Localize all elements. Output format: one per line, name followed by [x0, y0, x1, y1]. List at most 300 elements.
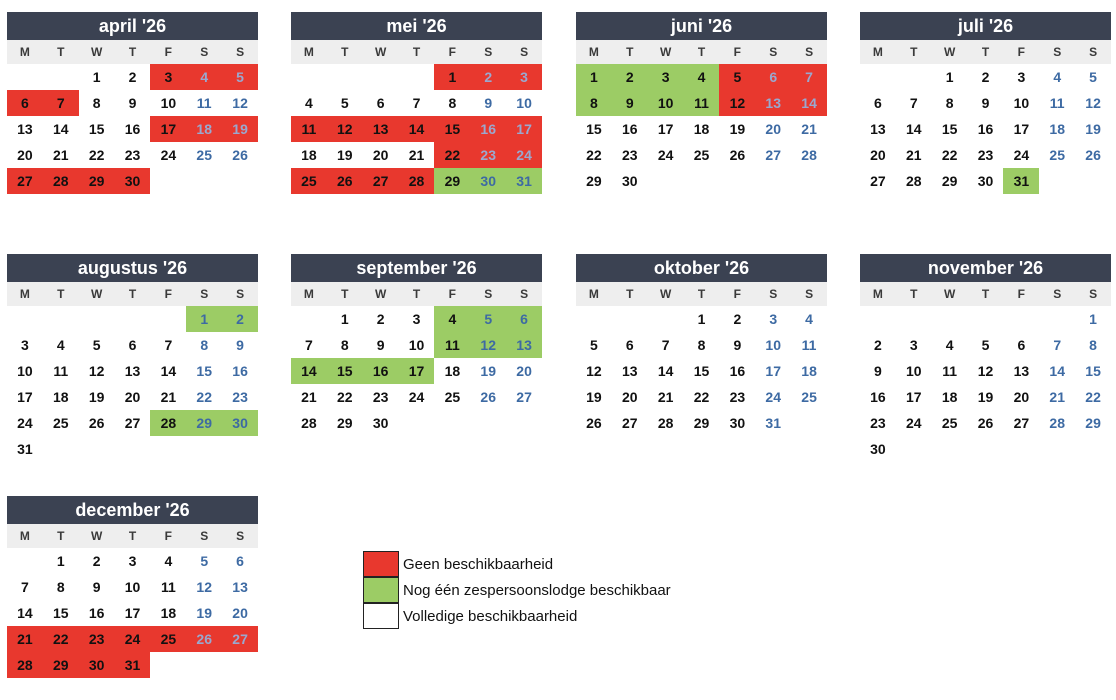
- month-calendar: [576, 12, 827, 194]
- day-cell-available: 14: [905, 121, 922, 137]
- day-cell-available: 9: [128, 95, 137, 111]
- day-cell-available: 20: [17, 147, 33, 163]
- day-cell-partial: 31: [1003, 168, 1039, 194]
- day-cell-available: 22: [1085, 389, 1101, 405]
- day-cell-available: 15: [52, 605, 69, 621]
- day-cell-available: 11: [801, 337, 817, 353]
- weekday-header: [291, 40, 542, 64]
- weekday-label: T: [128, 529, 137, 543]
- month-calendar: [291, 254, 542, 436]
- day-cell-available: 29: [693, 415, 710, 431]
- day-cell-partial: 8: [576, 90, 612, 116]
- empty-cell: [363, 64, 399, 90]
- weekday-label: T: [128, 287, 137, 301]
- day-cell-available: 7: [661, 337, 670, 353]
- day-cell-available: 4: [1053, 69, 1062, 85]
- day-cell-unavailable: 24: [115, 626, 151, 652]
- day-cell-available: 9: [981, 95, 990, 111]
- empty-cell: [7, 548, 43, 574]
- weekday-label: W: [943, 287, 956, 301]
- day-cell-available: 19: [480, 363, 496, 379]
- day-cell-available: 30: [621, 173, 638, 189]
- day-cell-unavailable: 25: [150, 626, 186, 652]
- day-cell-available: 23: [232, 389, 248, 405]
- day-cell-unavailable: 28: [7, 652, 43, 678]
- day-cell-unavailable: 25: [291, 168, 327, 194]
- day-cell-available: 26: [480, 389, 496, 405]
- day-cell-unavailable: 3: [150, 64, 186, 90]
- day-cell-available: 22: [693, 389, 710, 405]
- day-cell-partial: 31: [506, 168, 542, 194]
- legend-swatch-white: [363, 603, 399, 629]
- day-cell-available: 18: [1049, 121, 1065, 137]
- day-cell-available: 20: [372, 147, 389, 163]
- empty-cell: [860, 306, 896, 332]
- day-cell-unavailable: 21: [7, 626, 43, 652]
- day-cell-available: 19: [88, 389, 105, 405]
- weekday-label: F: [733, 45, 742, 59]
- day-cell-unavailable: 4: [186, 64, 222, 90]
- day-cell-available: 5: [590, 337, 598, 353]
- empty-cell: [1039, 306, 1075, 332]
- day-cell-available: 18: [301, 147, 317, 163]
- day-cell-available: 12: [232, 95, 248, 111]
- weekday-label: W: [659, 287, 672, 301]
- weekday-header: [576, 282, 827, 306]
- day-cell-available: 25: [196, 147, 212, 163]
- day-cell-available: 20: [765, 121, 781, 137]
- day-grid: [7, 548, 258, 678]
- day-cell-available: 28: [1049, 415, 1065, 431]
- day-cell-available: 24: [905, 415, 922, 431]
- day-cell-available: 30: [372, 415, 389, 431]
- day-cell-available: 27: [516, 389, 532, 405]
- day-cell-available: 9: [484, 95, 493, 111]
- day-cell-available: 20: [516, 363, 532, 379]
- weekday-header: [7, 282, 258, 306]
- day-cell-available: 14: [160, 363, 177, 379]
- day-cell-available: 2: [981, 69, 990, 85]
- empty-cell: [115, 306, 151, 332]
- day-cell-available: 4: [305, 95, 313, 111]
- day-cell-available: 13: [870, 121, 886, 137]
- day-cell-available: 18: [693, 121, 710, 137]
- month-calendar: [860, 12, 1111, 194]
- day-cell-available: 21: [657, 389, 674, 405]
- day-cell-available: 7: [305, 337, 313, 353]
- month-title: april '26: [7, 12, 258, 40]
- day-cell-unavailable: 29: [43, 652, 79, 678]
- day-cell-available: 22: [586, 147, 602, 163]
- day-cell-unavailable: 7: [791, 64, 827, 90]
- day-cell-available: 27: [1013, 415, 1030, 431]
- day-cell-partial: 14: [291, 358, 327, 384]
- day-cell-available: 28: [801, 147, 817, 163]
- day-cell-available: 10: [17, 363, 33, 379]
- day-cell-available: 7: [1053, 337, 1062, 353]
- month-title: december '26: [7, 496, 258, 524]
- day-cell-available: 4: [164, 553, 173, 569]
- day-cell-available: 4: [945, 337, 954, 353]
- weekday-label: M: [303, 287, 314, 301]
- day-cell-partial: 13: [506, 332, 542, 358]
- day-cell-available: 1: [340, 311, 349, 327]
- weekday-header: [291, 282, 542, 306]
- day-cell-available: 20: [621, 389, 638, 405]
- weekday-label: T: [697, 287, 706, 301]
- day-cell-available: 25: [801, 389, 817, 405]
- day-cell-unavailable: 27: [7, 168, 43, 194]
- weekday-label: F: [1017, 287, 1026, 301]
- day-cell-available: 7: [909, 95, 918, 111]
- day-cell-available: 6: [625, 337, 634, 353]
- weekday-label: S: [236, 287, 245, 301]
- month-title: augustus '26: [7, 254, 258, 282]
- weekday-label: F: [448, 45, 457, 59]
- day-cell-unavailable: 27: [363, 168, 399, 194]
- weekday-label: W: [90, 529, 103, 543]
- day-cell-partial: 9: [612, 90, 648, 116]
- day-cell-available: 18: [444, 363, 461, 379]
- month-title: november '26: [860, 254, 1111, 282]
- day-cell-available: 13: [124, 363, 141, 379]
- day-cell-partial: 28: [150, 410, 186, 436]
- day-cell-available: 22: [88, 147, 105, 163]
- day-cell-unavailable: 22: [43, 626, 79, 652]
- weekday-label: S: [200, 529, 209, 543]
- day-cell-available: 11: [942, 363, 958, 379]
- day-cell-available: 16: [977, 121, 994, 137]
- day-cell-available: 11: [160, 579, 176, 595]
- day-cell-partial: 11: [684, 90, 720, 116]
- day-cell-unavailable: 6: [7, 90, 43, 116]
- day-cell-available: 11: [196, 95, 212, 111]
- day-cell-available: 10: [765, 337, 781, 353]
- day-cell-available: 31: [765, 415, 781, 431]
- weekday-label: F: [448, 287, 457, 301]
- day-cell-available: 27: [765, 147, 781, 163]
- day-cell-available: 29: [941, 173, 958, 189]
- empty-cell: [43, 306, 79, 332]
- day-grid: [576, 306, 827, 436]
- day-grid: [291, 64, 542, 194]
- weekday-label: S: [200, 287, 209, 301]
- day-cell-available: 26: [586, 415, 602, 431]
- day-cell-available: 25: [52, 415, 69, 431]
- day-cell-available: 1: [56, 553, 65, 569]
- day-cell-available: 8: [1089, 337, 1097, 353]
- day-cell-available: 31: [17, 441, 33, 457]
- day-cell-unavailable: 28: [43, 168, 79, 194]
- day-cell-available: 24: [765, 389, 781, 405]
- empty-cell: [7, 64, 43, 90]
- day-cell-available: 1: [92, 69, 101, 85]
- day-cell-available: 23: [729, 389, 746, 405]
- day-cell-available: 18: [801, 363, 817, 379]
- day-cell-available: 30: [870, 441, 886, 457]
- legend-label: Volledige beschikbaarheid: [403, 607, 578, 625]
- day-cell-available: 2: [128, 69, 137, 85]
- day-cell-available: 16: [870, 389, 886, 405]
- weekday-label: S: [520, 287, 529, 301]
- day-cell-unavailable: 5: [719, 64, 755, 90]
- day-cell-available: 21: [408, 147, 425, 163]
- month-title: mei '26: [291, 12, 542, 40]
- day-cell-unavailable: 19: [222, 116, 258, 142]
- day-cell-unavailable: 14: [791, 90, 827, 116]
- month-calendar: [291, 12, 542, 194]
- day-cell-available: 21: [801, 121, 817, 137]
- day-cell-available: 2: [92, 553, 101, 569]
- day-cell-available: 19: [729, 121, 746, 137]
- weekday-label: M: [19, 287, 30, 301]
- day-cell-available: 23: [124, 147, 141, 163]
- weekday-label: T: [57, 45, 65, 59]
- weekday-label: W: [90, 45, 103, 59]
- day-cell-available: 2: [733, 311, 742, 327]
- weekday-label: W: [943, 45, 956, 59]
- day-cell-available: 15: [196, 363, 212, 379]
- day-cell-available: 3: [769, 311, 778, 327]
- day-cell-available: 17: [657, 121, 674, 137]
- day-cell-partial: 11: [434, 332, 470, 358]
- day-cell-available: 13: [621, 363, 638, 379]
- empty-cell: [612, 306, 648, 332]
- day-cell-unavailable: 30: [115, 168, 151, 194]
- day-cell-available: 14: [17, 605, 33, 621]
- day-cell-unavailable: 1: [434, 64, 470, 90]
- day-cell-available: 17: [17, 389, 33, 405]
- day-cell-unavailable: 5: [222, 64, 258, 90]
- day-cell-available: 23: [621, 147, 638, 163]
- day-cell-available: 9: [236, 337, 244, 353]
- day-cell-unavailable: 17: [506, 116, 542, 142]
- day-cell-available: 11: [53, 363, 69, 379]
- day-cell-available: 23: [870, 415, 886, 431]
- day-cell-partial: 5: [470, 306, 506, 332]
- day-cell-available: 13: [17, 121, 33, 137]
- day-cell-available: 14: [1049, 363, 1065, 379]
- day-cell-available: 23: [372, 389, 389, 405]
- weekday-header: [7, 524, 258, 548]
- day-cell-available: 29: [1085, 415, 1101, 431]
- day-cell-partial: 4: [684, 64, 720, 90]
- month-calendar: [7, 254, 258, 462]
- day-cell-available: 23: [977, 147, 994, 163]
- day-cell-available: 19: [1085, 121, 1101, 137]
- weekday-label: T: [412, 45, 421, 59]
- day-cell-available: 9: [92, 579, 101, 595]
- weekday-label: M: [872, 45, 883, 59]
- day-cell-unavailable: 15: [434, 116, 470, 142]
- day-cell-available: 24: [160, 147, 177, 163]
- day-cell-available: 26: [977, 415, 994, 431]
- day-cell-available: 25: [693, 147, 710, 163]
- legend-item-unavailable: [363, 551, 671, 577]
- weekday-label: M: [19, 45, 30, 59]
- day-cell-partial: 6: [506, 306, 542, 332]
- day-cell-available: 30: [729, 415, 746, 431]
- day-cell-unavailable: 2: [470, 64, 506, 90]
- day-cell-available: 12: [196, 579, 212, 595]
- day-cell-available: 16: [88, 605, 105, 621]
- day-cell-available: 21: [905, 147, 922, 163]
- day-cell-available: 19: [977, 389, 994, 405]
- day-cell-available: 19: [586, 389, 602, 405]
- day-cell-available: 20: [124, 389, 141, 405]
- empty-cell: [896, 306, 932, 332]
- day-cell-available: 12: [88, 363, 105, 379]
- day-cell-available: 17: [1013, 121, 1030, 137]
- day-cell-unavailable: 26: [186, 626, 222, 652]
- month-calendar: [7, 496, 258, 678]
- day-cell-available: 17: [905, 389, 922, 405]
- day-cell-partial: 1: [186, 306, 222, 332]
- legend-swatch-green: [363, 577, 399, 603]
- day-cell-unavailable: 23: [79, 626, 115, 652]
- day-cell-available: 26: [1085, 147, 1101, 163]
- weekday-label: F: [1017, 45, 1026, 59]
- day-cell-partial: 2: [612, 64, 648, 90]
- weekday-label: S: [1089, 287, 1098, 301]
- day-cell-available: 5: [1089, 69, 1097, 85]
- day-cell-available: 10: [408, 337, 425, 353]
- weekday-header: [860, 40, 1111, 64]
- empty-cell: [327, 64, 363, 90]
- day-cell-available: 29: [336, 415, 353, 431]
- day-grid: [7, 306, 258, 462]
- month-calendar: [576, 254, 827, 436]
- day-cell-partial: 16: [363, 358, 399, 384]
- day-grid: [7, 64, 258, 194]
- empty-cell: [932, 306, 968, 332]
- month-calendar: [860, 254, 1111, 462]
- day-cell-available: 28: [301, 415, 317, 431]
- day-cell-available: 22: [941, 147, 958, 163]
- weekday-label: S: [520, 45, 529, 59]
- day-cell-unavailable: 24: [506, 142, 542, 168]
- day-cell-available: 3: [1017, 69, 1026, 85]
- weekday-label: S: [1089, 45, 1098, 59]
- day-cell-partial: 30: [222, 410, 258, 436]
- day-cell-unavailable: 11: [291, 116, 327, 142]
- day-cell-available: 17: [765, 363, 781, 379]
- day-cell-unavailable: 7: [43, 90, 79, 116]
- weekday-label: T: [626, 45, 634, 59]
- day-cell-available: 12: [977, 363, 994, 379]
- day-cell-available: 8: [340, 337, 349, 353]
- day-cell-available: 25: [941, 415, 958, 431]
- day-cell-partial: 3: [648, 64, 684, 90]
- day-cell-unavailable: 17: [150, 116, 186, 142]
- day-grid: [860, 306, 1111, 462]
- weekday-label: S: [805, 287, 814, 301]
- weekday-header: [860, 282, 1111, 306]
- weekday-label: T: [57, 287, 65, 301]
- weekday-label: S: [236, 529, 245, 543]
- day-cell-available: 24: [408, 389, 425, 405]
- weekday-label: S: [200, 45, 209, 59]
- day-cell-unavailable: 23: [470, 142, 506, 168]
- month-title: juli '26: [860, 12, 1111, 40]
- day-cell-available: 12: [586, 363, 602, 379]
- weekday-label: M: [19, 529, 30, 543]
- weekday-label: M: [303, 45, 314, 59]
- day-cell-available: 6: [128, 337, 137, 353]
- day-cell-available: 18: [941, 389, 958, 405]
- day-cell-available: 7: [164, 337, 173, 353]
- day-cell-unavailable: 30: [79, 652, 115, 678]
- day-cell-available: 20: [1013, 389, 1030, 405]
- legend-swatch-red: [363, 551, 399, 577]
- day-cell-available: 22: [336, 389, 353, 405]
- day-cell-unavailable: 26: [327, 168, 363, 194]
- weekday-label: T: [341, 45, 349, 59]
- day-cell-available: 15: [1085, 363, 1101, 379]
- day-cell-available: 6: [1017, 337, 1026, 353]
- weekday-label: S: [1053, 45, 1062, 59]
- day-cell-available: 24: [1013, 147, 1030, 163]
- month-title: september '26: [291, 254, 542, 282]
- weekday-label: F: [733, 287, 742, 301]
- day-cell-available: 20: [870, 147, 886, 163]
- weekday-header: [7, 40, 258, 64]
- day-cell-available: 20: [232, 605, 248, 621]
- day-cell-partial: 17: [399, 358, 435, 384]
- weekday-label: F: [164, 45, 173, 59]
- empty-cell: [1003, 306, 1039, 332]
- day-cell-unavailable: 16: [470, 116, 506, 142]
- empty-cell: [576, 306, 612, 332]
- weekday-label: W: [659, 45, 672, 59]
- day-cell-available: 2: [874, 337, 882, 353]
- day-cell-unavailable: 29: [79, 168, 115, 194]
- weekday-label: W: [90, 287, 103, 301]
- day-cell-partial: 30: [470, 168, 506, 194]
- day-cell-available: 24: [17, 415, 33, 431]
- day-cell-available: 9: [733, 337, 742, 353]
- day-cell-available: 5: [981, 337, 990, 353]
- day-cell-available: 25: [1049, 147, 1065, 163]
- day-cell-partial: 4: [434, 306, 470, 332]
- day-cell-available: 2: [376, 311, 385, 327]
- weekday-label: T: [57, 529, 65, 543]
- day-cell-available: 8: [448, 95, 457, 111]
- day-cell-available: 19: [196, 605, 212, 621]
- day-cell-available: 7: [412, 95, 421, 111]
- weekday-label: M: [872, 287, 883, 301]
- empty-cell: [7, 306, 43, 332]
- weekday-label: W: [374, 287, 387, 301]
- weekday-label: T: [981, 45, 990, 59]
- day-grid: [860, 64, 1111, 194]
- weekday-header: [576, 40, 827, 64]
- day-cell-available: 10: [1013, 95, 1030, 111]
- empty-cell: [291, 306, 327, 332]
- day-cell-unavailable: 14: [399, 116, 435, 142]
- day-cell-available: 7: [21, 579, 29, 595]
- empty-cell: [968, 306, 1004, 332]
- empty-cell: [291, 64, 327, 90]
- empty-cell: [79, 306, 115, 332]
- day-cell-available: 26: [729, 147, 746, 163]
- legend-item-partial: [363, 577, 671, 603]
- day-cell-available: 22: [196, 389, 212, 405]
- day-cell-available: 21: [160, 389, 177, 405]
- day-cell-available: 8: [697, 337, 706, 353]
- day-cell-unavailable: 13: [363, 116, 399, 142]
- day-cell-available: 5: [92, 337, 101, 353]
